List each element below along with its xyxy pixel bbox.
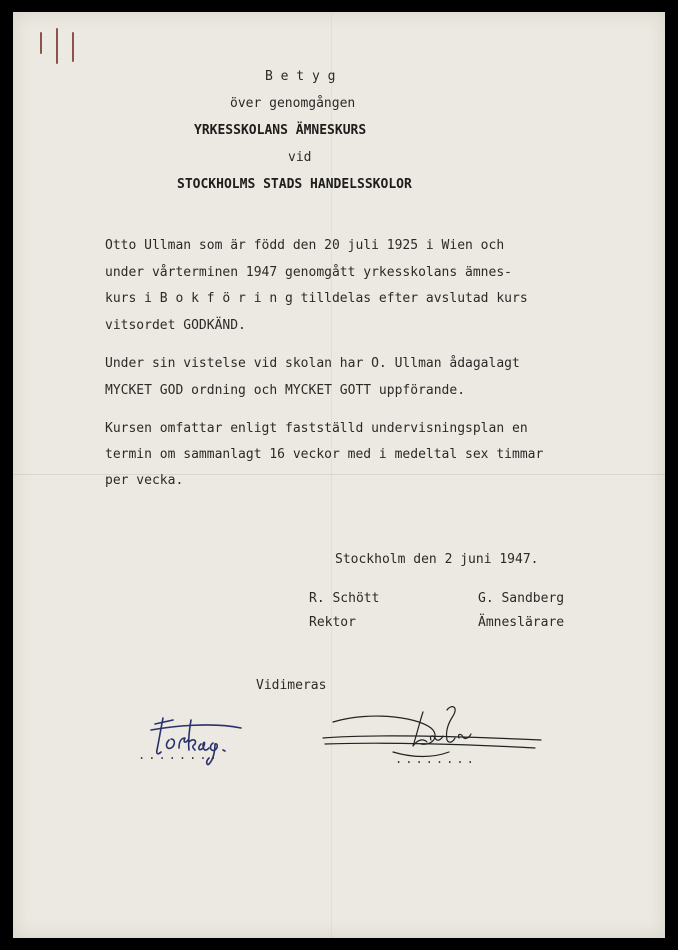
place-date: Stockholm den 2 juni 1947.: [335, 552, 539, 567]
doc-title: B e t y g: [265, 69, 336, 84]
staple-mark: [72, 32, 74, 62]
body-line: vitsordet GODKÄND.: [105, 318, 246, 333]
signer2-title: Ämneslärare: [478, 615, 565, 630]
signer1-name: R. Schött: [309, 591, 380, 606]
header-vid: vid: [288, 150, 312, 165]
body-line: MYCKET GOD ordning och MYCKET GOTT uppförande.: [105, 383, 466, 398]
document-page: [13, 12, 665, 938]
paper-fold-vertical: [331, 12, 332, 938]
staple-mark: [40, 32, 42, 54]
header-course: YRKESSKOLANS ÄMNESKURS: [194, 123, 367, 138]
signer2-name: G. Sandberg: [478, 591, 565, 606]
signer1-title: Rektor: [309, 615, 356, 630]
signature-right: [313, 700, 553, 780]
header-subtitle: över genomgången: [230, 96, 356, 111]
staple-mark: [56, 28, 58, 64]
body-line: Kursen omfattar enligt fastställd undervisningsplan en: [105, 421, 528, 436]
header-school: STOCKHOLMS STADS HANDELSSKOLOR: [177, 177, 412, 192]
dotted-signature-line: ........: [138, 748, 220, 762]
dotted-signature-line: ........: [395, 752, 477, 766]
body-line: Under sin vistelse vid skolan har O. Ullman ådagalagt: [105, 356, 520, 371]
body-line: per vecka.: [105, 473, 184, 488]
vidimeras-label: Vidimeras: [256, 678, 327, 693]
body-line: under vårterminen 1947 genomgått yrkesskolans ämnes-: [105, 265, 512, 280]
body-line: termin om sammanlagt 16 veckor med i medeltal sex timmar: [105, 447, 544, 462]
body-line: kurs i B o k f ö r i n g tilldelas efter avslutad kurs: [105, 291, 528, 306]
body-line: Otto Ullman som är född den 20 juli 1925 i Wien och: [105, 238, 505, 253]
